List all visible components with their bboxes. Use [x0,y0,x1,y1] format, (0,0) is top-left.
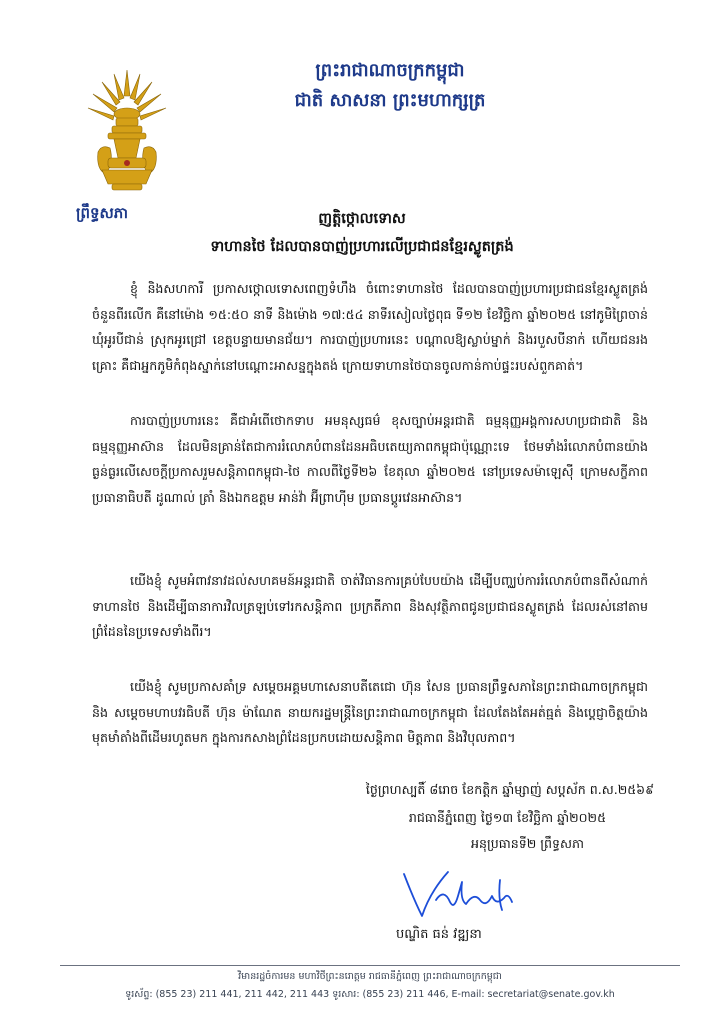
paragraph-3: យើងខ្ញុំ សូមអំពាវនាវដល់សហគមន៍អន្តរជាតិ ចាត់វិធានការគ្រប់បែបយ៉ាង ដើម្បីបញ្ឈប់ការរំលោភបំពានពីសំណាក់ទាហានថៃ និងដើម្បីធានាការវិលត្រឡប់ទៅរកសន្តិភាព ប្រក្រតីភាព និងសុវត្ថិភាពជូនប្រជាជនស្លូតត្រង់ ដែលរស់នៅតាមព្រំដែននៃប្រទេសទាំងពីរ។ [92,573,648,639]
document-subtitle: ទាហានថៃ ដែលបានបាញ់ប្រហារលើប្រជាជនខ្មែរស្លូតត្រង់ [210,239,514,255]
footer-contact: ទូរស័ព្ទ: (855 23) 211 441, 211 442, 211 443 ទូរសារ: (855 23) 211 446, E-mail: secretariat@senate.gov.kh [125,989,615,1000]
national-motto: ជាតិ សាសនា ព្រះមហាក្សត្រ [294,90,486,111]
paragraph-1: ខ្ញុំ និងសហការី ប្រកាសថ្កោលទោសពេញទំហឹង ចំពោះទាហានថៃ ដែលបានបាញ់ប្រហារប្រជាជនខ្មែរស្លូតត្រង់ ចំនួនពីរលើក គឺនៅម៉ោង ១៥:៥០ នាទី និងម៉ោង ១៧:៥៤ នាទីរសៀលថ្ងៃពុធ ទី១២ ខែវិច្ឆិកា ឆ្នាំ២០២៥ នៅភូមិព្រៃចាន់ ឃុំអូរបីជាន់ ស្រុកអូរជ្រៅ ខេត្តបន្ទាយមានជ័យ។ ការបាញ់ប្រហារនេះ បណ្តាលឱ្យស្លាប់ម្នាក់ និងរបួសបីនាក់ ហើយជនរងគ្រោះ គឺជាអ្នកភូមិកំពុងស្នាក់នៅបណ្តោះអាសន្នក្នុងតង់ ក្រោយទាហានថៃបានចូលកាន់កាប់ផ្ទះរបស់ពួកគាត់។ [92,281,648,373]
senate-emblem-icon [84,66,170,196]
kingdom-heading: ព្រះរាជាណាចក្រកម្ពុជា [315,60,465,81]
lunar-date: ថ្ងៃព្រហស្បតិ៍ ៨រោច ខែកត្តិក ឆ្នាំម្សាញ់ សប្តស័ក ព.ស.២៥៦៩ [365,782,654,797]
handwritten-signature [396,866,526,926]
place-date: រាជធានីភ្នំពេញ ថ្ងៃ១៣ ខែវិច្ឆិកា ឆ្នាំ២០២៥ [408,810,606,825]
footer-address: វិមានរដ្ឋចំការមន មហាវិថីព្រះនរោត្តម រាជធានីភ្នំពេញ ព្រះរាជាណាចក្រកម្ពុជា [238,971,502,982]
footer-divider [60,965,680,966]
paragraph-4: យើងខ្ញុំ សូមប្រកាសគាំទ្រ សម្តេចអគ្គមហាសេនាបតីតេជោ ហ៊ុន សែន ប្រធានព្រឹទ្ធសភានៃព្រះរាជាណាចក្រកម្ពុជា និង សម្តេចមហាបវរធិបតី ហ៊ុន ម៉ាណែត នាយករដ្ឋមន្ត្រីនៃព្រះរាជាណាចក្រកម្ពុជា ដែលតែងតែអត់ធ្មត់ និងប្តេជ្ញាចិត្តយ៉ាងមុតមាំតាំងពីដើមរហូតមក ក្នុងការកសាងព្រំដែនប្រកបដោយសន្តិភាព មិត្តភាព និងវិបុលភាព។ [92,679,648,745]
signer-position: អនុប្រធានទី២ ព្រឹទ្ធសភា [471,836,584,851]
signer-name: បណ្ឌិត ធន់ វឌ្ឍនា [396,927,482,942]
institution-name: ព្រឹទ្ធសភា [76,204,129,222]
document-title: ញត្តិថ្កោលទោស [318,211,406,227]
paragraph-2: ការបាញ់ប្រហារនេះ គឺជាអំពើថោកទាប អមនុស្សធម៌ ខុសច្បាប់អន្តរជាតិ ធម្មនុញ្ញអង្គការសហប្រជាជាតិ និងធម្មនុញ្ញអាស៊ាន ដែលមិនគ្រាន់តែជាការរំលោភបំពានដែនអធិបតេយ្យភាពកម្ពុជាប៉ុណ្ណោះទេ ថែមទាំងរំលោភបំពានយ៉ាងធ្ងន់ធ្ងរលើសេចក្តីប្រកាសរួមសន្តិភាពកម្ពុជា-ថៃ កាលពីថ្ងៃទី២៦ ខែតុលា ឆ្នាំ២០២៥ នៅប្រទេសម៉ាឡេស៊ី ក្រោមសក្ខីភាពប្រធានាធិបតី ដូណាល់ ត្រាំ និងឯកឧត្តម អាន់វ៉ា អ៊ីព្រាហ៊ីម ប្រធានប្តូរវេនអាស៊ាន។ [92,413,648,505]
